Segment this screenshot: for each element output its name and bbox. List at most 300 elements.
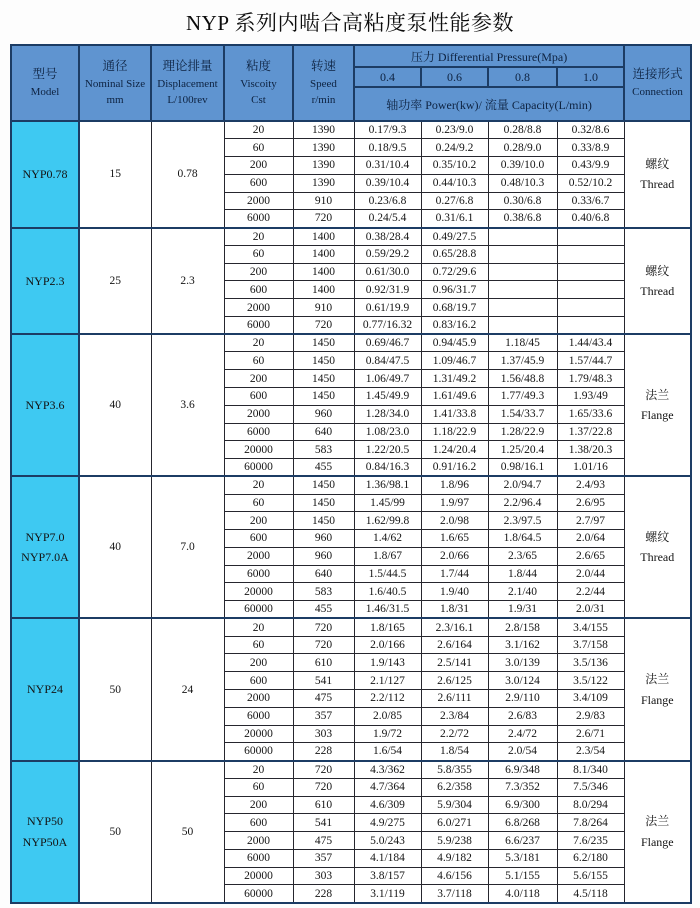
power-capacity-cell: 6.2/180 xyxy=(557,849,624,867)
speed-cell: 610 xyxy=(293,796,354,814)
power-capacity-cell: 6.0/271 xyxy=(421,814,488,832)
speed-cell: 1450 xyxy=(293,494,354,512)
power-capacity-cell xyxy=(557,228,624,246)
power-capacity-cell: 3.5/122 xyxy=(557,672,624,690)
col-header-displacement-en: Displacement xyxy=(157,77,218,90)
speed-cell: 583 xyxy=(293,583,354,601)
power-capacity-cell: 1.7/44 xyxy=(421,565,488,583)
speed-cell: 303 xyxy=(293,867,354,885)
connection-en: Thread xyxy=(640,177,675,192)
power-capacity-cell: 0.17/9.3 xyxy=(354,121,421,139)
speed-cell: 720 xyxy=(293,316,354,334)
power-capacity-cell: 1.56/48.8 xyxy=(488,370,557,388)
pressure-value-0.6: 0.6 xyxy=(421,67,488,87)
model-cell xyxy=(11,334,79,476)
col-header-connection-en: Connection xyxy=(632,85,683,98)
nominal-size-cell: 25 xyxy=(79,228,151,335)
speed-cell: 1400 xyxy=(293,263,354,281)
power-capacity-cell: 3.8/157 xyxy=(354,867,421,885)
connection-zh: 法兰 xyxy=(645,387,670,402)
speed-cell: 960 xyxy=(293,405,354,423)
power-capacity-cell: 3.4/155 xyxy=(557,618,624,636)
connection-cell xyxy=(624,476,691,618)
power-capacity-cell: 3.5/136 xyxy=(557,654,624,672)
power-capacity-cell xyxy=(557,316,624,334)
speed-cell: 1450 xyxy=(293,387,354,405)
power-capacity-cell: 1.25/20.4 xyxy=(488,441,557,459)
nominal-size-cell: 50 xyxy=(79,761,151,903)
power-capacity-cell: 0.39/10.4 xyxy=(354,174,421,192)
power-capacity-cell: 1.09/46.7 xyxy=(421,352,488,370)
speed-cell: 610 xyxy=(293,654,354,672)
col-header-speed-unit: r/min xyxy=(311,93,336,106)
power-capacity-cell: 0.91/16.2 xyxy=(421,459,488,477)
power-capacity-cell: 2.2/96.4 xyxy=(488,494,557,512)
viscosity-cell: 60 xyxy=(224,636,293,654)
viscosity-cell: 60 xyxy=(224,352,293,370)
speed-cell: 541 xyxy=(293,814,354,832)
power-capacity-cell: 1.8/67 xyxy=(354,547,421,565)
viscosity-cell: 6000 xyxy=(224,707,293,725)
power-capacity-cell: 1.46/31.5 xyxy=(354,601,421,619)
power-capacity-cell: 7.6/235 xyxy=(557,832,624,850)
power-capacity-cell: 0.28/9.0 xyxy=(488,139,557,157)
power-capacity-cell: 5.9/238 xyxy=(421,832,488,850)
pump-spec-table xyxy=(10,44,692,904)
speed-cell: 357 xyxy=(293,707,354,725)
connection-zh: 螺纹 xyxy=(645,156,670,171)
displacement-cell: 24 xyxy=(151,618,224,760)
speed-cell: 1450 xyxy=(293,352,354,370)
connection-en: Flange xyxy=(640,834,674,849)
viscosity-cell: 2000 xyxy=(224,547,293,565)
page-title: NYP 系列内啮合高粘度泵性能参数 xyxy=(186,11,514,35)
viscosity-cell: 2000 xyxy=(224,832,293,850)
power-capacity-cell: 2.0/94.7 xyxy=(488,476,557,494)
power-capacity-cell: 3.7/118 xyxy=(421,885,488,903)
power-capacity-cell: 2.6/111 xyxy=(421,690,488,708)
power-capacity-cell: 4.0/118 xyxy=(488,885,557,903)
power-capacity-cell: 1.45/49.9 xyxy=(354,387,421,405)
viscosity-cell: 6000 xyxy=(224,423,293,441)
viscosity-cell: 6000 xyxy=(224,210,293,228)
viscosity-cell: 60000 xyxy=(224,743,293,761)
displacement-cell: 7.0 xyxy=(151,476,224,618)
col-header-nominal-size-en: Nominal Size xyxy=(84,77,146,90)
connection-cell xyxy=(624,121,691,228)
power-capacity-cell: 2.0/98 xyxy=(421,512,488,530)
speed-cell: 583 xyxy=(293,441,354,459)
power-capacity-cell: 3.4/109 xyxy=(557,690,624,708)
viscosity-cell: 200 xyxy=(224,157,293,175)
power-capacity-cell: 1.31/49.2 xyxy=(421,370,488,388)
power-capacity-cell: 1.24/20.4 xyxy=(421,441,488,459)
table-row xyxy=(11,761,691,779)
power-capacity-cell: 2.2/112 xyxy=(354,690,421,708)
power-capacity-cell: 3.0/124 xyxy=(488,672,557,690)
power-capacity-cell: 0.43/9.9 xyxy=(557,157,624,175)
speed-cell: 720 xyxy=(293,210,354,228)
viscosity-cell: 6000 xyxy=(224,849,293,867)
power-capacity-cell: 1.6/40.5 xyxy=(354,583,421,601)
viscosity-cell: 2000 xyxy=(224,299,293,317)
power-capacity-cell: 1.77/49.3 xyxy=(488,387,557,405)
connection-en: Flange xyxy=(640,408,674,423)
power-capacity-cell xyxy=(488,228,557,246)
col-header-nominal-size-unit: mm xyxy=(106,93,124,106)
model-cell xyxy=(11,476,79,618)
speed-cell: 1450 xyxy=(293,512,354,530)
model-name: NYP3.6 xyxy=(25,398,65,413)
viscosity-cell: 600 xyxy=(224,281,293,299)
power-capacity-cell: 6.6/237 xyxy=(488,832,557,850)
power-capacity-cell: 4.6/156 xyxy=(421,867,488,885)
model-name: NYP7.0A xyxy=(21,550,69,565)
speed-cell: 960 xyxy=(293,547,354,565)
power-capacity-cell: 1.6/54 xyxy=(354,743,421,761)
power-capacity-cell: 1.65/33.6 xyxy=(557,405,624,423)
col-header-connection-zh: 连接形式 xyxy=(632,67,683,82)
viscosity-cell: 2000 xyxy=(224,192,293,210)
viscosity-cell: 600 xyxy=(224,174,293,192)
viscosity-cell: 20 xyxy=(224,334,293,352)
col-header-viscosity-zh: 粘度 xyxy=(245,59,271,74)
power-capacity-cell: 0.83/16.2 xyxy=(421,316,488,334)
speed-cell: 228 xyxy=(293,885,354,903)
displacement-cell: 2.3 xyxy=(151,228,224,335)
col-header-viscosity-unit: Cst xyxy=(251,93,266,106)
speed-cell: 1390 xyxy=(293,157,354,175)
power-capacity-cell: 1.8/165 xyxy=(354,618,421,636)
power-capacity-cell: 0.33/8.9 xyxy=(557,139,624,157)
viscosity-cell: 200 xyxy=(224,512,293,530)
power-capacity-cell: 2.7/97 xyxy=(557,512,624,530)
connection-cell xyxy=(624,618,691,760)
power-capacity-cell xyxy=(488,263,557,281)
col-header-viscosity-en: Viscoity xyxy=(240,77,277,90)
speed-cell: 541 xyxy=(293,672,354,690)
table-row xyxy=(11,121,691,139)
power-capacity-cell: 2.2/72 xyxy=(421,725,488,743)
viscosity-cell: 6000 xyxy=(224,316,293,334)
speed-cell: 1390 xyxy=(293,139,354,157)
model-cell xyxy=(11,618,79,760)
power-capacity-cell: 4.3/362 xyxy=(354,761,421,779)
power-capacity-header: 轴功率 Power(kw)/ 流量 Capacity(L/min) xyxy=(354,87,624,121)
power-capacity-cell: 0.38/6.8 xyxy=(488,210,557,228)
speed-cell: 1390 xyxy=(293,121,354,139)
power-capacity-cell: 3.0/139 xyxy=(488,654,557,672)
nominal-size-cell: 40 xyxy=(79,476,151,618)
table-row xyxy=(11,228,691,246)
power-capacity-cell: 1.6/65 xyxy=(421,530,488,548)
power-capacity-cell: 2.6/65 xyxy=(557,547,624,565)
power-capacity-cell: 0.31/10.4 xyxy=(354,157,421,175)
power-capacity-cell: 2.0/54 xyxy=(488,743,557,761)
pressure-value-0.8: 0.8 xyxy=(488,67,557,87)
displacement-cell: 50 xyxy=(151,761,224,903)
power-capacity-cell: 2.0/166 xyxy=(354,636,421,654)
power-capacity-cell: 1.93/49 xyxy=(557,387,624,405)
power-capacity-cell: 0.61/19.9 xyxy=(354,299,421,317)
viscosity-cell: 60000 xyxy=(224,885,293,903)
model-name: NYP7.0 xyxy=(25,529,65,544)
col-header-model-zh: 型号 xyxy=(32,67,58,82)
power-capacity-cell: 2.2/44 xyxy=(557,583,624,601)
power-capacity-cell: 1.28/34.0 xyxy=(354,405,421,423)
speed-cell: 910 xyxy=(293,299,354,317)
power-capacity-cell xyxy=(557,245,624,263)
col-header-displacement-zh: 理论排量 xyxy=(162,59,213,74)
power-capacity-cell: 3.1/119 xyxy=(354,885,421,903)
table-body xyxy=(11,121,691,903)
connection-en: Flange xyxy=(640,692,674,707)
power-capacity-cell: 4.9/275 xyxy=(354,814,421,832)
power-capacity-cell: 0.32/8.6 xyxy=(557,121,624,139)
power-capacity-cell: 1.57/44.7 xyxy=(557,352,624,370)
power-capacity-cell xyxy=(488,316,557,334)
col-header-speed xyxy=(293,45,354,121)
viscosity-cell: 20 xyxy=(224,121,293,139)
power-capacity-cell: 2.6/95 xyxy=(557,494,624,512)
connection-zh: 螺纹 xyxy=(645,263,670,278)
viscosity-cell: 200 xyxy=(224,654,293,672)
viscosity-cell: 20 xyxy=(224,228,293,246)
col-header-displacement xyxy=(151,45,224,121)
viscosity-cell: 2000 xyxy=(224,405,293,423)
power-capacity-cell xyxy=(488,245,557,263)
power-capacity-cell xyxy=(488,299,557,317)
viscosity-cell: 20 xyxy=(224,761,293,779)
power-capacity-cell: 2.0/44 xyxy=(557,565,624,583)
viscosity-cell: 600 xyxy=(224,672,293,690)
power-capacity-cell: 2.1/127 xyxy=(354,672,421,690)
power-capacity-cell: 1.4/62 xyxy=(354,530,421,548)
power-capacity-cell: 0.23/9.0 xyxy=(421,121,488,139)
model-name: NYP50 xyxy=(26,814,63,829)
power-capacity-cell: 0.59/29.2 xyxy=(354,245,421,263)
speed-cell: 455 xyxy=(293,601,354,619)
power-capacity-cell: 1.8/31 xyxy=(421,601,488,619)
power-capacity-cell: 2.5/141 xyxy=(421,654,488,672)
speed-cell: 455 xyxy=(293,459,354,477)
power-capacity-cell: 0.92/31.9 xyxy=(354,281,421,299)
power-capacity-cell: 0.38/28.4 xyxy=(354,228,421,246)
power-capacity-cell: 0.84/16.3 xyxy=(354,459,421,477)
viscosity-cell: 20000 xyxy=(224,441,293,459)
power-capacity-cell: 5.6/155 xyxy=(557,867,624,885)
power-capacity-cell: 0.39/10.0 xyxy=(488,157,557,175)
speed-cell: 1390 xyxy=(293,174,354,192)
speed-cell: 720 xyxy=(293,636,354,654)
power-capacity-cell xyxy=(557,299,624,317)
power-capacity-cell: 6.2/358 xyxy=(421,778,488,796)
power-capacity-cell: 2.3/54 xyxy=(557,743,624,761)
power-capacity-cell: 0.18/9.5 xyxy=(354,139,421,157)
power-capacity-cell: 0.40/6.8 xyxy=(557,210,624,228)
power-capacity-cell: 0.72/29.6 xyxy=(421,263,488,281)
power-capacity-cell: 2.0/31 xyxy=(557,601,624,619)
viscosity-cell: 20000 xyxy=(224,867,293,885)
power-capacity-cell: 0.23/6.8 xyxy=(354,192,421,210)
power-capacity-cell: 2.1/40 xyxy=(488,583,557,601)
power-capacity-cell: 4.7/364 xyxy=(354,778,421,796)
viscosity-cell: 600 xyxy=(224,387,293,405)
power-capacity-cell: 1.9/143 xyxy=(354,654,421,672)
power-capacity-cell: 2.6/71 xyxy=(557,725,624,743)
power-capacity-cell: 4.1/184 xyxy=(354,849,421,867)
power-capacity-cell: 1.06/49.7 xyxy=(354,370,421,388)
power-capacity-cell: 2.9/110 xyxy=(488,690,557,708)
power-capacity-cell: 0.61/30.0 xyxy=(354,263,421,281)
power-capacity-cell: 1.61/49.6 xyxy=(421,387,488,405)
speed-cell: 720 xyxy=(293,761,354,779)
connection-zh: 法兰 xyxy=(645,672,670,687)
power-capacity-cell: 8.1/340 xyxy=(557,761,624,779)
speed-cell: 303 xyxy=(293,725,354,743)
power-capacity-cell: 0.27/6.8 xyxy=(421,192,488,210)
col-header-model xyxy=(11,45,79,121)
power-capacity-cell: 0.98/16.1 xyxy=(488,459,557,477)
speed-cell: 1400 xyxy=(293,245,354,263)
header-row-1 xyxy=(11,45,691,67)
power-capacity-cell: 1.54/33.7 xyxy=(488,405,557,423)
col-header-speed-zh: 转速 xyxy=(310,59,336,74)
connection-cell xyxy=(624,334,691,476)
power-capacity-cell: 2.6/164 xyxy=(421,636,488,654)
power-capacity-cell: 3.1/162 xyxy=(488,636,557,654)
speed-cell: 357 xyxy=(293,849,354,867)
viscosity-cell: 600 xyxy=(224,530,293,548)
connection-zh: 法兰 xyxy=(645,814,670,829)
power-capacity-cell: 1.79/48.3 xyxy=(557,370,624,388)
viscosity-cell: 20 xyxy=(224,476,293,494)
power-capacity-cell: 0.96/31.7 xyxy=(421,281,488,299)
power-capacity-cell: 6.8/268 xyxy=(488,814,557,832)
power-capacity-cell: 1.45/99 xyxy=(354,494,421,512)
power-capacity-cell: 5.0/243 xyxy=(354,832,421,850)
col-header-model-en: Model xyxy=(30,85,60,98)
connection-cell xyxy=(624,761,691,903)
model-name: NYP0.78 xyxy=(22,167,68,182)
speed-cell: 640 xyxy=(293,565,354,583)
power-capacity-cell: 1.36/98.1 xyxy=(354,476,421,494)
power-capacity-cell: 1.22/20.5 xyxy=(354,441,421,459)
viscosity-cell: 60 xyxy=(224,494,293,512)
viscosity-cell: 200 xyxy=(224,370,293,388)
power-capacity-cell: 1.9/72 xyxy=(354,725,421,743)
power-capacity-cell: 2.3/84 xyxy=(421,707,488,725)
viscosity-cell: 20000 xyxy=(224,725,293,743)
speed-cell: 720 xyxy=(293,778,354,796)
viscosity-cell: 200 xyxy=(224,796,293,814)
connection-en: Thread xyxy=(640,550,675,565)
table-row xyxy=(11,476,691,494)
power-capacity-cell: 1.62/99.8 xyxy=(354,512,421,530)
power-capacity-cell xyxy=(557,263,624,281)
displacement-cell: 0.78 xyxy=(151,121,224,228)
power-capacity-cell: 1.5/44.5 xyxy=(354,565,421,583)
power-capacity-cell: 1.9/97 xyxy=(421,494,488,512)
power-capacity-cell: 0.44/10.3 xyxy=(421,174,488,192)
viscosity-cell: 60 xyxy=(224,778,293,796)
power-capacity-cell xyxy=(488,281,557,299)
col-header-nominal-size xyxy=(79,45,151,121)
power-capacity-cell: 7.8/264 xyxy=(557,814,624,832)
viscosity-cell: 2000 xyxy=(224,690,293,708)
power-capacity-cell: 0.24/9.2 xyxy=(421,139,488,157)
power-capacity-cell: 1.8/96 xyxy=(421,476,488,494)
speed-cell: 475 xyxy=(293,690,354,708)
power-capacity-cell: 2.0/64 xyxy=(557,530,624,548)
power-capacity-cell: 0.84/47.5 xyxy=(354,352,421,370)
viscosity-cell: 60 xyxy=(224,139,293,157)
power-capacity-cell: 5.1/155 xyxy=(488,867,557,885)
power-capacity-cell: 7.5/346 xyxy=(557,778,624,796)
connection-zh: 螺纹 xyxy=(645,529,670,544)
power-capacity-cell: 2.6/125 xyxy=(421,672,488,690)
power-capacity-cell: 0.35/10.2 xyxy=(421,157,488,175)
power-capacity-cell: 1.37/45.9 xyxy=(488,352,557,370)
power-capacity-cell: 1.28/22.9 xyxy=(488,423,557,441)
viscosity-cell: 20 xyxy=(224,618,293,636)
power-capacity-cell: 6.9/348 xyxy=(488,761,557,779)
pressure-header: 压力 Differential Pressure(Mpa) xyxy=(354,45,624,67)
power-capacity-cell: 0.65/28.8 xyxy=(421,245,488,263)
connection-en: Thread xyxy=(640,283,675,298)
pressure-value-0.4: 0.4 xyxy=(354,67,421,87)
speed-cell: 1400 xyxy=(293,281,354,299)
power-capacity-cell: 0.28/8.8 xyxy=(488,121,557,139)
table-row xyxy=(11,334,691,352)
power-capacity-cell: 1.8/54 xyxy=(421,743,488,761)
speed-cell: 1450 xyxy=(293,476,354,494)
viscosity-cell: 60 xyxy=(224,245,293,263)
speed-cell: 1450 xyxy=(293,370,354,388)
viscosity-cell: 60000 xyxy=(224,601,293,619)
power-capacity-cell: 2.4/93 xyxy=(557,476,624,494)
viscosity-cell: 60000 xyxy=(224,459,293,477)
displacement-cell: 3.6 xyxy=(151,334,224,476)
power-capacity-cell: 2.3/16.1 xyxy=(421,618,488,636)
power-capacity-cell: 8.0/294 xyxy=(557,796,624,814)
speed-cell: 910 xyxy=(293,192,354,210)
power-capacity-cell: 0.69/46.7 xyxy=(354,334,421,352)
col-header-displacement-unit: L/100rev xyxy=(167,93,208,106)
model-cell xyxy=(11,228,79,335)
power-capacity-cell: 5.9/304 xyxy=(421,796,488,814)
viscosity-cell: 20000 xyxy=(224,583,293,601)
connection-cell xyxy=(624,228,691,335)
power-capacity-cell: 0.24/5.4 xyxy=(354,210,421,228)
power-capacity-cell: 0.30/6.8 xyxy=(488,192,557,210)
power-capacity-cell: 2.4/72 xyxy=(488,725,557,743)
power-capacity-cell: 2.6/83 xyxy=(488,707,557,725)
col-header-nominal-size-zh: 通径 xyxy=(102,59,128,74)
model-name: NYP2.3 xyxy=(25,273,65,288)
power-capacity-cell: 1.9/31 xyxy=(488,601,557,619)
power-capacity-cell: 1.01/16 xyxy=(557,459,624,477)
power-capacity-cell: 2.3/97.5 xyxy=(488,512,557,530)
power-capacity-cell: 4.6/309 xyxy=(354,796,421,814)
power-capacity-cell: 0.52/10.2 xyxy=(557,174,624,192)
power-capacity-cell: 2.0/85 xyxy=(354,707,421,725)
speed-cell: 640 xyxy=(293,423,354,441)
power-capacity-cell: 0.31/6.1 xyxy=(421,210,488,228)
power-capacity-cell: 0.33/6.7 xyxy=(557,192,624,210)
power-capacity-cell: 1.08/23.0 xyxy=(354,423,421,441)
viscosity-cell: 600 xyxy=(224,814,293,832)
